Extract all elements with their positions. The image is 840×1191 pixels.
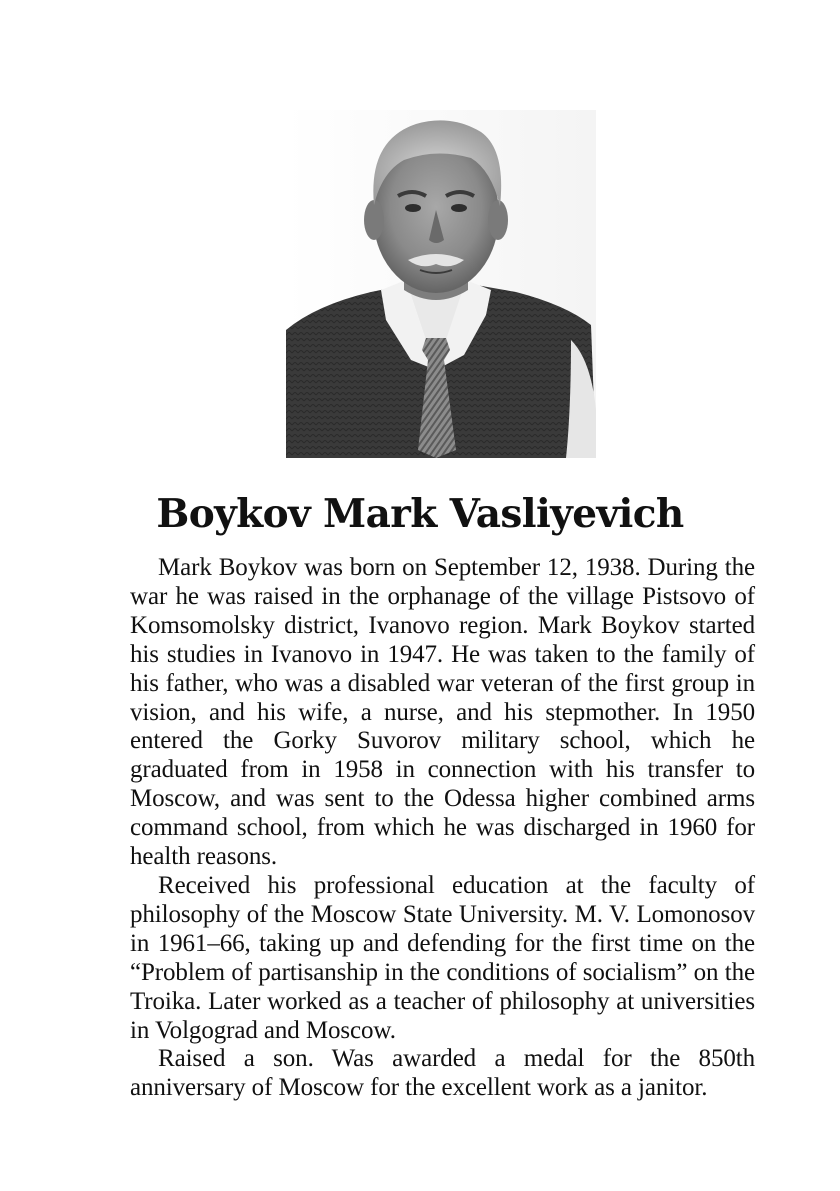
paragraph: Mark Boykov was born on September 12, 1938. During the war he was raised in the orphanage of the village Pistsovo of Komsomolsky district, Ivanovo region. Mark Boykov started his studies in Ivanovo in 1947. He was taken to the family of his father, who was a disabled war veteran of the first group in vision, and his wife, a nurse, and his stepmother. In 1950 entered the Gorky Suvorov military school, which he graduated from in 1958 in connection with his transfer to Moscow, and was sent to the Odessa higher combined arms command school, from which he was discharged in 1960 for health reasons. bbox=[130, 554, 755, 871]
paragraph: Received his professional education at the faculty of philosophy of the Moscow State University. M. V. Lomonosov in 1961–66, taking up and defending for the first time on the “Problem of partisanship in the conditions of socialism” on the Troika. Later worked as a teacher of philosophy at universities in Volgograd and Moscow. bbox=[130, 871, 755, 1044]
portrait-photo bbox=[286, 110, 596, 458]
page-title: Boykov Mark Vasliyevich bbox=[156, 491, 684, 537]
portrait-illustration bbox=[286, 110, 596, 458]
paragraph: Raised a son. Was awarded a medal for the 850th anniversary of Moscow for the excellent work as a janitor. bbox=[130, 1045, 755, 1102]
biography-text bbox=[130, 554, 755, 1103]
